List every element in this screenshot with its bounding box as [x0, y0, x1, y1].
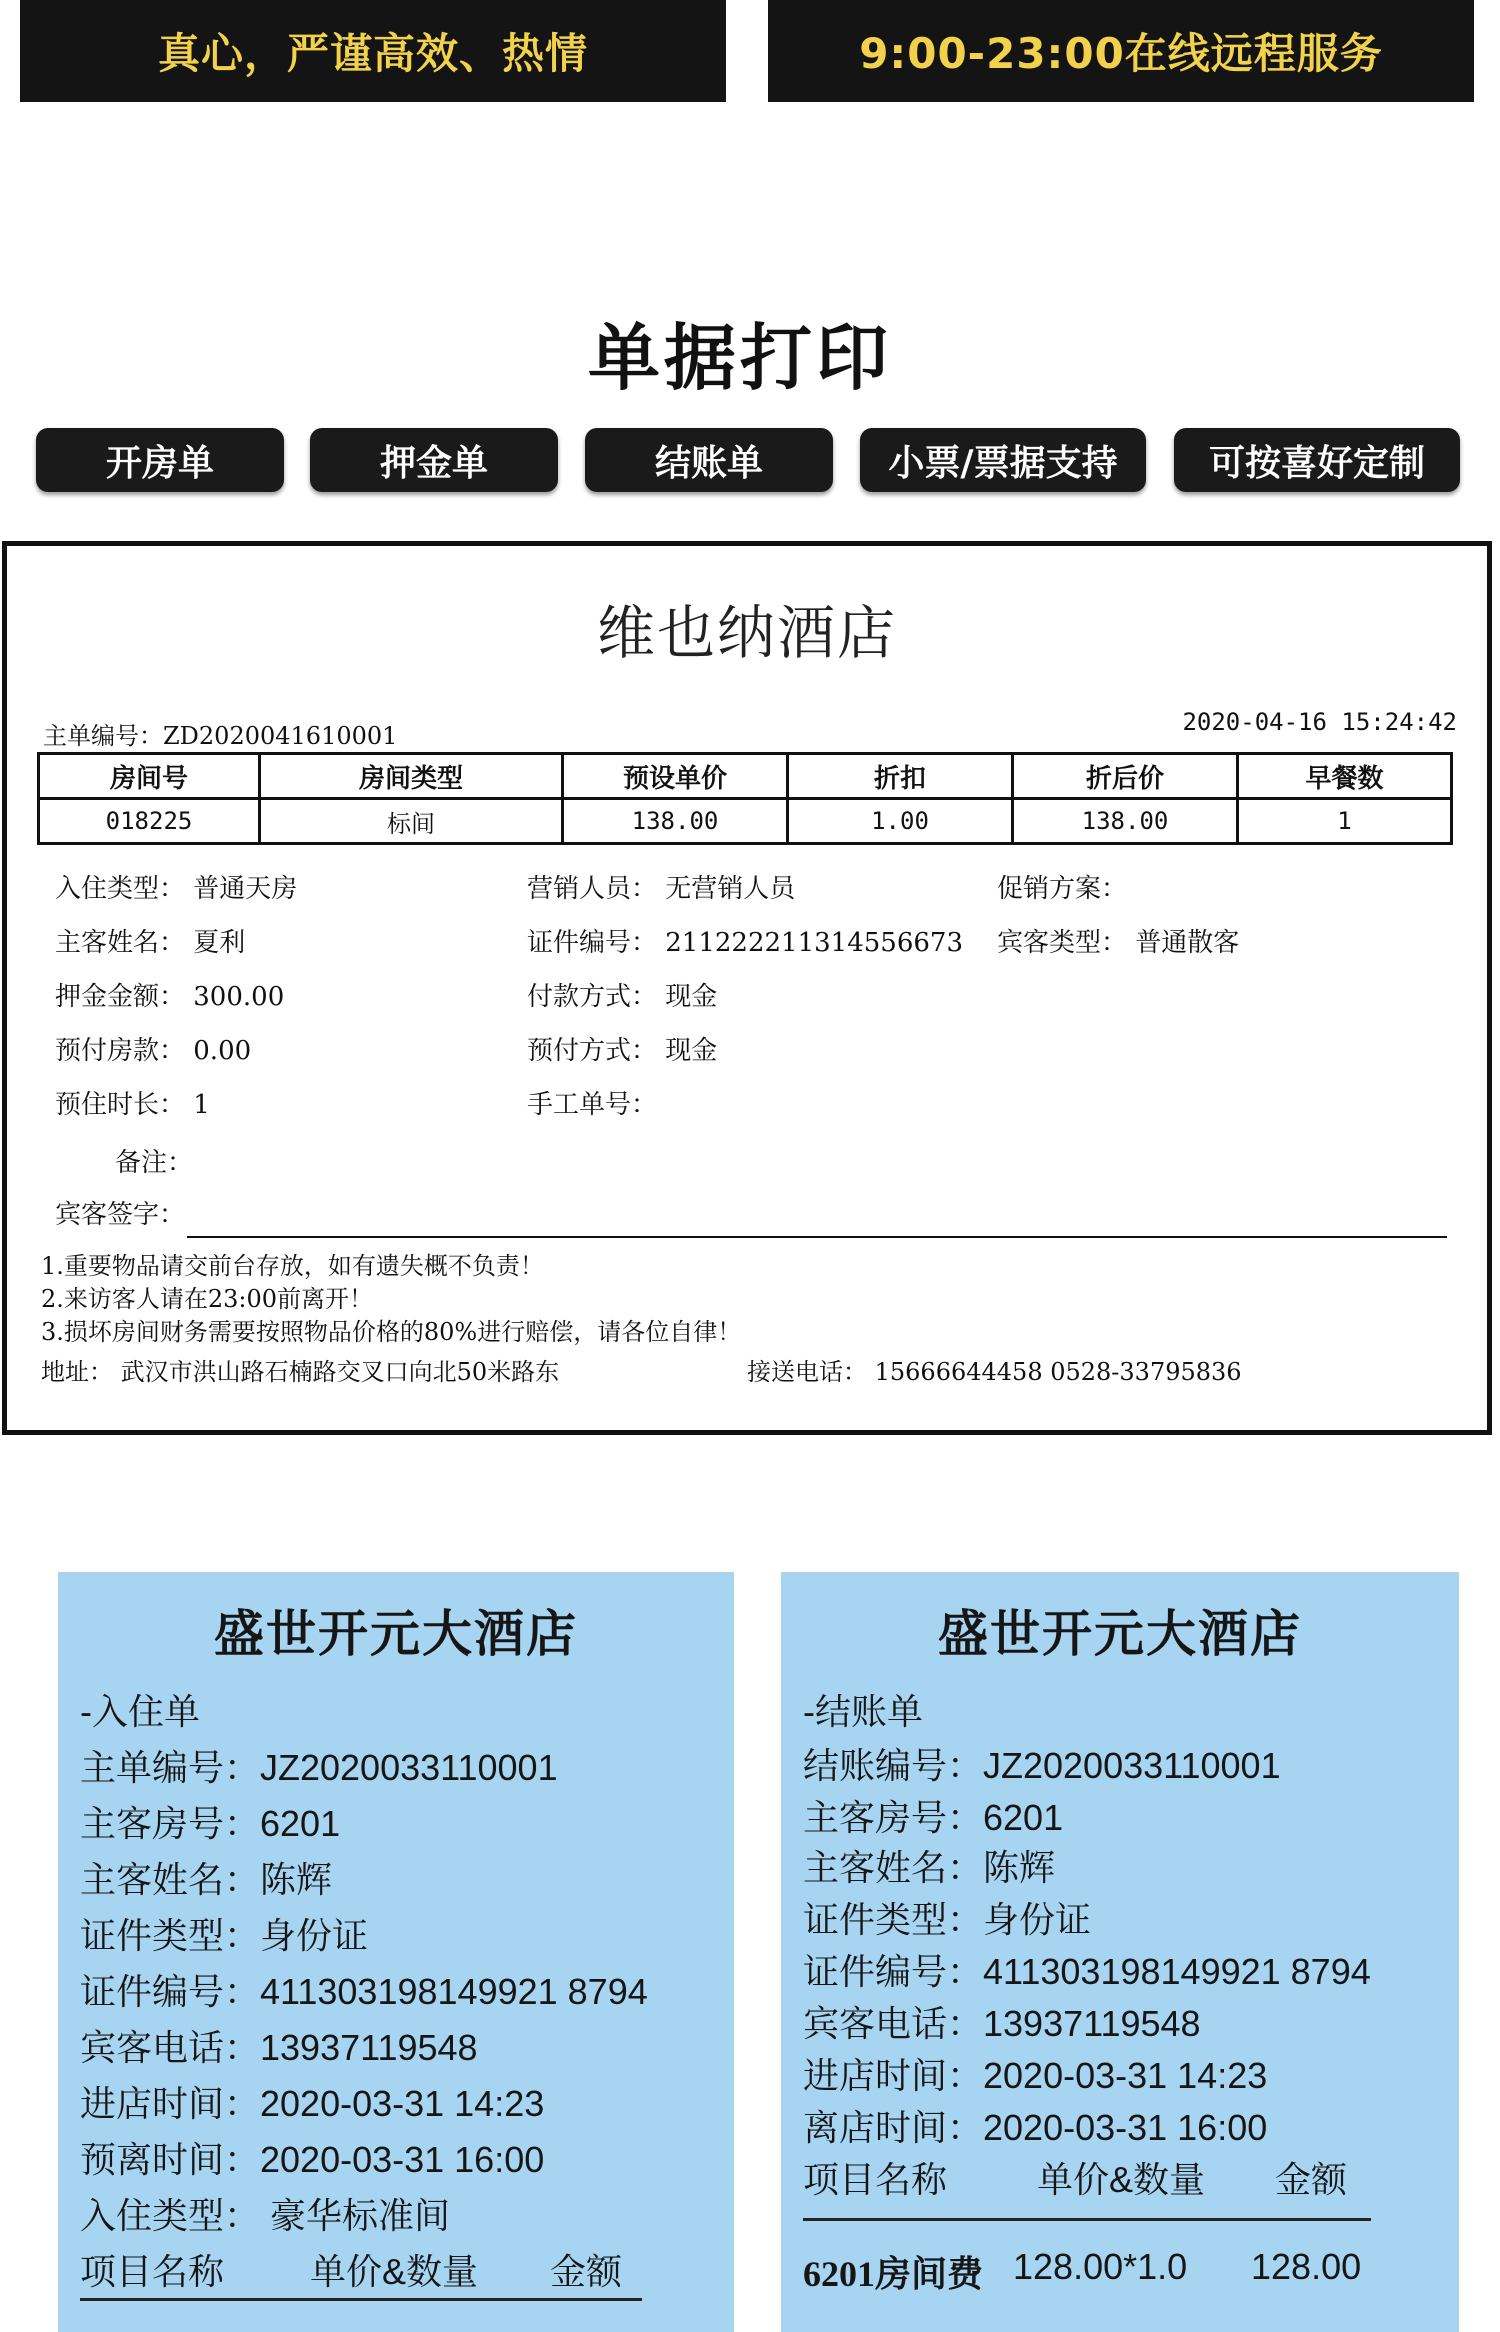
item-amount: 128.00: [1251, 2246, 1362, 2287]
slip-phone: 宾客电话：13937119548: [803, 2003, 1201, 2044]
receipt-type-tabs: [36, 428, 1460, 492]
cell-final-price: 138.00: [1013, 799, 1238, 844]
col-item-name: 项目名称: [803, 2159, 948, 2200]
tab-checkout-form[interactable]: 结账单: [585, 428, 833, 492]
cell-room-type: 标间: [260, 799, 563, 844]
slip-id-type: 证件类型：身份证: [80, 1915, 369, 1956]
slip-checkin-time: 进店时间：2020-03-31 14:23: [803, 2055, 1268, 2096]
checkin-slip-card: [58, 1572, 734, 2332]
cell-room-no: 018225: [39, 799, 260, 844]
col-breakfast: 早餐数: [1238, 754, 1452, 799]
table-row: [39, 799, 1452, 844]
slip-type: -入住单: [80, 1691, 200, 1732]
receipt-hotel-name: 维也纳酒店: [596, 599, 897, 667]
slip-checkin-type: 入住类型： 豪华标准间: [80, 2195, 451, 2236]
service-hours-banner: 9:00-23:00在线远程服务: [768, 0, 1474, 102]
slip-id-number: 证件编号：411303198149921 8794: [80, 1971, 648, 2012]
field-guest-type: 宾客类型： 普通散客: [997, 928, 1240, 958]
signature-line: [187, 1236, 1447, 1238]
tab-custom[interactable]: 可按喜好定制: [1174, 428, 1460, 492]
slip-checkout-time: 离店时间：2020-03-31 16:00: [803, 2107, 1268, 2148]
slip-guest-name: 主客姓名：陈辉: [80, 1859, 333, 1900]
col-item-name: 项目名称: [80, 2251, 225, 2292]
col-amount: 金额: [550, 2251, 623, 2292]
checkin-receipt: [2, 541, 1492, 1435]
field-prepay-method: 预付方式： 现金: [527, 1036, 718, 1066]
slip-expected-checkout: 预离时间：2020-03-31 16:00: [80, 2139, 545, 2180]
col-price-qty: 单价&数量: [1037, 2159, 1206, 2200]
slip-type: -结账单: [803, 1691, 923, 1732]
tab-ticket-support[interactable]: 小票/票据支持: [860, 428, 1146, 492]
note-2: 2.来访客人请在23:00前离开！: [41, 1285, 374, 1313]
note-3: 3.损坏房间财务需要按照物品价格的80%进行赔偿，请各位自律！: [41, 1318, 742, 1346]
tab-deposit-form[interactable]: 押金单: [310, 428, 558, 492]
slip-phone: 宾客电话：13937119548: [80, 2027, 478, 2068]
field-deposit: 押金金额： 300.00: [55, 982, 285, 1012]
field-signature: 宾客签字：: [55, 1200, 186, 1230]
slip-checkout-number: 结账编号：JZ2020033110001: [803, 1745, 1281, 1786]
col-preset-price: 预设单价: [563, 754, 788, 799]
cell-breakfast: 1: [1238, 799, 1452, 844]
col-price-qty: 单价&数量: [310, 2251, 479, 2292]
field-stay-length: 预住时长： 1: [55, 1090, 210, 1120]
receipt-phone: 接送电话： 15666644458 0528-33795836: [747, 1358, 1242, 1386]
slip-order-number: 主单编号：JZ2020033110001: [80, 1747, 558, 1788]
col-final-price: 折后价: [1013, 754, 1238, 799]
slogan-banner: 真心，严谨高效、热情: [20, 0, 726, 102]
field-promo: 促销方案：: [997, 874, 1128, 904]
slip-room-number: 主客房号：6201: [80, 1803, 341, 1844]
slip-id-number: 证件编号：411303198149921 8794: [803, 1951, 1371, 1992]
item-price-qty: 128.00*1.0: [1013, 2246, 1188, 2287]
slip-checkin-time: 进店时间：2020-03-31 14:23: [80, 2083, 545, 2124]
field-manual-no: 手工单号：: [527, 1090, 658, 1120]
card-hotel-name: 盛世开元大酒店: [214, 1606, 578, 1662]
col-room-type: 房间类型: [260, 754, 563, 799]
item-name: 6201房间费: [803, 2254, 984, 2294]
slip-guest-name: 主客姓名：陈辉: [803, 1847, 1056, 1888]
receipt-datetime: 2020-04-16 15:24:42: [1182, 708, 1457, 736]
field-checkin-type: 入住类型： 普通天房: [55, 874, 298, 904]
receipt-order-number: 主单编号：ZD2020041610001: [43, 722, 398, 750]
table-header-row: [39, 754, 1452, 799]
field-guest-name: 主客姓名： 夏利: [55, 928, 246, 958]
col-amount: 金额: [1275, 2159, 1348, 2200]
room-table: [37, 752, 1453, 845]
tab-checkin-form[interactable]: 开房单: [36, 428, 284, 492]
field-remark: 备注：: [115, 1148, 194, 1178]
field-sales: 营销人员： 无营销人员: [527, 874, 796, 904]
divider: [803, 2218, 1371, 2221]
card-hotel-name: 盛世开元大酒店: [938, 1606, 1302, 1662]
divider: [80, 2298, 642, 2301]
col-room-no: 房间号: [39, 754, 260, 799]
cell-discount: 1.00: [788, 799, 1013, 844]
section-title: 单据打印: [587, 316, 892, 400]
slip-room-number: 主客房号：6201: [803, 1797, 1064, 1838]
checkout-slip-card: [781, 1572, 1459, 2332]
field-id-number: 证件编号： 211222211314556673: [527, 928, 964, 958]
field-prepay: 预付房款： 0.00: [55, 1036, 252, 1066]
receipt-address: 地址： 武汉市洪山路石楠路交叉口向北50米路东: [41, 1358, 560, 1386]
field-pay-method: 付款方式： 现金: [527, 982, 718, 1012]
cell-preset-price: 138.00: [563, 799, 788, 844]
note-1: 1.重要物品请交前台存放，如有遗失概不负责！: [41, 1252, 544, 1280]
slip-id-type: 证件类型：身份证: [803, 1899, 1092, 1940]
col-discount: 折扣: [788, 754, 1013, 799]
